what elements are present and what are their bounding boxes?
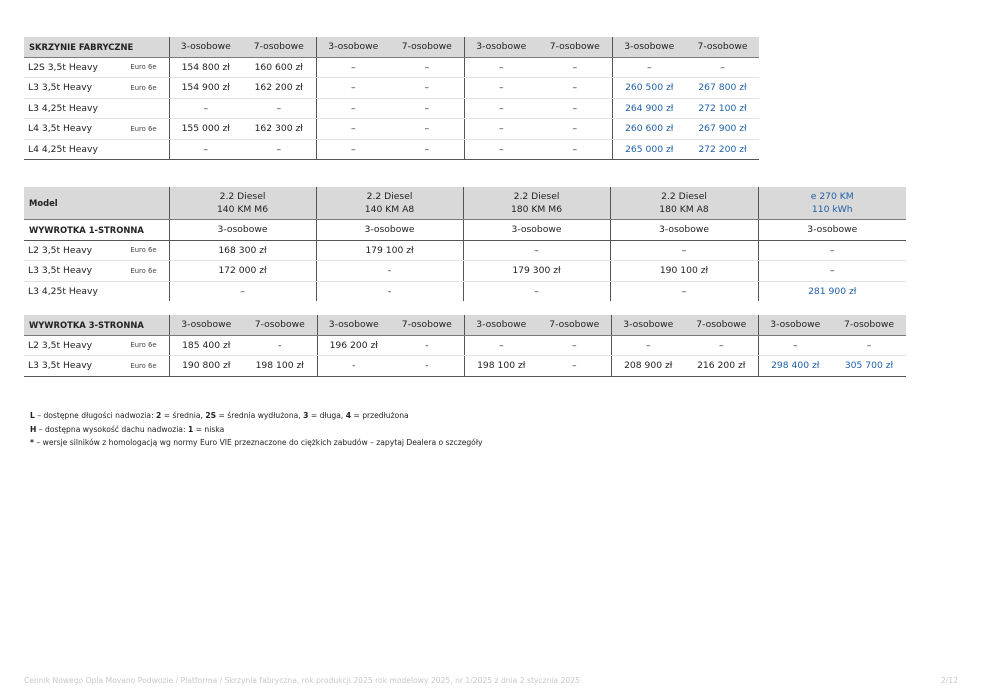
price-cell: –	[610, 240, 758, 261]
table-row	[24, 98, 759, 119]
column-header: 7-osobowe	[243, 315, 317, 335]
price-cell: –	[169, 139, 242, 160]
column-header: 3-osobowe	[169, 37, 242, 57]
row-label	[24, 98, 169, 119]
euro-norm: Euro 6e	[130, 361, 157, 370]
euro-norm: Euro 6e	[130, 63, 157, 72]
price-cell: –	[464, 119, 538, 140]
price-cell: 172 000 zł	[169, 261, 316, 282]
price-cell: 265 000 zł	[612, 139, 686, 160]
column-header: 3-osobowe	[758, 220, 906, 241]
price-cell: –	[242, 98, 316, 119]
price-cell: -	[316, 281, 463, 301]
price-cell: 154 800 zł	[169, 57, 242, 78]
table-row	[24, 119, 759, 140]
price-cell: –	[832, 335, 906, 356]
price-cell: –	[316, 57, 390, 78]
column-header: 3-osobowe	[169, 315, 243, 335]
price-cell: 216 200 zł	[685, 356, 758, 377]
price-cell: –	[686, 57, 759, 78]
table-row	[24, 240, 906, 261]
engine-header-electric	[758, 187, 906, 220]
table-wywrotka-1-stronna	[24, 187, 906, 301]
column-header: 3-osobowe	[464, 315, 538, 335]
section-header-row	[24, 220, 906, 241]
column-header: 3-osobowe	[758, 315, 832, 335]
price-cell: –	[610, 281, 758, 301]
price-cell: –	[169, 98, 242, 119]
price-cell: 190 800 zł	[169, 356, 243, 377]
row-label	[24, 281, 169, 301]
engine-line2: 180 KM A8	[659, 204, 709, 215]
price-cell: –	[538, 119, 612, 140]
column-header: 7-osobowe	[832, 315, 906, 335]
table-title: WYWROTKA 3-STRONNA	[24, 315, 169, 335]
table-row	[24, 356, 906, 377]
price-cell: 160 600 zł	[242, 57, 316, 78]
column-header: 7-osobowe	[686, 37, 759, 57]
price-cell: 198 100 zł	[243, 356, 317, 377]
model-name: L3 4,25t Heavy	[28, 102, 98, 114]
price-cell: 267 800 zł	[686, 78, 759, 99]
page-number: 2/12	[941, 676, 959, 685]
price-cell: 260 600 zł	[612, 119, 686, 140]
row-label	[24, 335, 169, 356]
table-title: SKRZYNIE FABRYCZNE	[24, 37, 169, 57]
price-cell: –	[463, 240, 610, 261]
price-cell: –	[611, 335, 685, 356]
price-cell: –	[390, 57, 464, 78]
model-name: L4 3,5t Heavy	[28, 123, 93, 135]
price-cell: 260 500 zł	[612, 78, 686, 99]
price-cell: 190 100 zł	[610, 261, 758, 282]
euro-norm: Euro 6e	[130, 83, 157, 92]
price-cell: 196 200 zł	[317, 335, 390, 356]
price-cell: 179 300 zł	[463, 261, 610, 282]
price-cell: -	[243, 335, 317, 356]
price-cell: –	[316, 98, 390, 119]
price-cell: –	[316, 78, 390, 99]
price-cell: –	[612, 57, 686, 78]
engine-line2: 110 kWh	[811, 204, 853, 215]
model-label: Model	[24, 187, 169, 220]
footnotes	[30, 409, 482, 450]
price-cell: 155 000 zł	[169, 119, 242, 140]
euro-norm: Euro 6e	[130, 246, 157, 255]
note-engine: * – wersje silników z homologacją wg normy Euro VIE przeznaczone do ciężkich zabudów – zapytaj Dealera o szczegóły	[30, 438, 483, 447]
column-header: 3-osobowe	[316, 37, 390, 57]
price-cell: –	[464, 57, 538, 78]
model-name: L3 4,25t Heavy	[28, 285, 98, 297]
price-cell: 298 400 zł	[758, 356, 832, 377]
column-header: 3-osobowe	[463, 220, 610, 241]
euro-norm: Euro 6e	[130, 124, 157, 133]
price-cell: –	[316, 139, 390, 160]
column-header: 7-osobowe	[538, 37, 612, 57]
price-cell: –	[758, 240, 906, 261]
price-cell: –	[390, 139, 464, 160]
table-header-row	[24, 315, 906, 335]
table-skrzynie-fabryczne	[24, 37, 759, 160]
model-name: L3 3,5t Heavy	[28, 82, 93, 94]
column-header: 7-osobowe	[390, 37, 464, 57]
model-name: L2S 3,5t Heavy	[28, 61, 98, 73]
price-cell: –	[464, 98, 538, 119]
price-cell: –	[538, 356, 611, 377]
engine-header	[169, 187, 316, 220]
price-cell: –	[464, 78, 538, 99]
column-header: 3-osobowe	[316, 220, 463, 241]
column-header: 3-osobowe	[169, 220, 316, 241]
column-header: 3-osobowe	[612, 37, 686, 57]
engine-line2: 140 KM A8	[364, 204, 415, 215]
row-label	[24, 119, 169, 140]
price-cell: 162 300 zł	[242, 119, 316, 140]
engine-line2: 180 KM M6	[510, 204, 563, 215]
engine-line1: 2.2 Diesel	[366, 191, 413, 202]
price-cell: 154 900 zł	[169, 78, 242, 99]
price-cell: –	[538, 57, 612, 78]
model-name: L2 3,5t Heavy	[28, 244, 93, 256]
engine-header	[463, 187, 610, 220]
price-cell: -	[390, 356, 464, 377]
model-name: L3 3,5t Heavy	[28, 265, 93, 277]
row-label	[24, 261, 169, 282]
column-header: 7-osobowe	[242, 37, 316, 57]
price-cell: -	[317, 356, 390, 377]
engine-header	[316, 187, 463, 220]
column-header: 7-osobowe	[390, 315, 464, 335]
price-cell: –	[538, 139, 612, 160]
price-cell: –	[463, 281, 610, 301]
engine-line1: e 270 KM	[810, 191, 854, 202]
price-cell: –	[464, 335, 538, 356]
section-title: WYWROTKA 1-STRONNA	[24, 220, 169, 241]
price-cell: –	[390, 119, 464, 140]
note-length: L – dostępne długości nadwozia: 2 = średnia, 2S = średnia wydłużona, 3 = długa, 4 = przedłużona	[30, 411, 409, 420]
price-cell: 264 900 zł	[612, 98, 686, 119]
price-cell: –	[316, 119, 390, 140]
row-label	[24, 356, 169, 377]
row-label	[24, 78, 169, 99]
engine-line1: 2.2 Diesel	[513, 191, 560, 202]
price-cell: –	[758, 335, 832, 356]
row-label	[24, 57, 169, 78]
note-height: H – dostępna wysokość dachu nadwozia: 1 = niska	[30, 424, 225, 434]
model-name: L2 3,5t Heavy	[28, 339, 93, 351]
price-cell: –	[242, 139, 316, 160]
price-cell: –	[390, 98, 464, 119]
engine-header-row	[24, 187, 906, 220]
table-row	[24, 281, 906, 301]
table-row	[24, 78, 759, 99]
column-header: 3-osobowe	[610, 220, 758, 241]
model-name: L4 4,25t Heavy	[28, 143, 98, 155]
price-cell: –	[390, 78, 464, 99]
model-name: L3 3,5t Heavy	[28, 360, 93, 372]
price-cell: 179 100 zł	[316, 240, 463, 261]
footer-text: Cennik Nowego Opla Movano Podwozie / Platforma / Skrzynia fabryczna, rok produkcji 2025 rok modelowy 2025, nr 1/2025 z dnia 2 stycznia 2025	[24, 676, 580, 685]
price-cell: 168 300 zł	[169, 240, 316, 261]
engine-line1: 2.2 Diesel	[219, 191, 266, 202]
euro-norm: Euro 6e	[130, 341, 157, 350]
price-cell: 267 900 zł	[686, 119, 759, 140]
table-row	[24, 335, 906, 356]
euro-norm: Euro 6e	[130, 266, 157, 275]
price-cell: 185 400 zł	[169, 335, 243, 356]
price-cell: –	[538, 98, 612, 119]
row-label	[24, 139, 169, 160]
price-cell: –	[685, 335, 758, 356]
column-header: 3-osobowe	[317, 315, 390, 335]
engine-header	[610, 187, 758, 220]
price-cell: –	[169, 281, 316, 301]
price-cell: 208 900 zł	[611, 356, 685, 377]
price-cell: 305 700 zł	[832, 356, 906, 377]
column-header: 3-osobowe	[464, 37, 538, 57]
price-cell: –	[758, 261, 906, 282]
table-row	[24, 57, 759, 78]
price-cell: –	[538, 335, 611, 356]
price-cell: –	[538, 78, 612, 99]
engine-line1: 2.2 Diesel	[661, 191, 707, 202]
table-header-row	[24, 37, 759, 57]
price-cell: –	[464, 139, 538, 160]
price-cell: 162 200 zł	[242, 78, 316, 99]
price-cell: 281 900 zł	[758, 281, 906, 301]
price-cell: 272 200 zł	[686, 139, 759, 160]
price-cell: -	[316, 261, 463, 282]
price-cell: 198 100 zł	[464, 356, 538, 377]
price-cell: -	[390, 335, 464, 356]
table-wywrotka-3-stronna	[24, 315, 906, 377]
table-row	[24, 139, 759, 160]
column-header: 7-osobowe	[538, 315, 611, 335]
price-cell: 272 100 zł	[686, 98, 759, 119]
table-row	[24, 261, 906, 282]
column-header: 3-osobowe	[611, 315, 685, 335]
engine-line2: 140 KM M6	[216, 204, 269, 215]
row-label	[24, 240, 169, 261]
column-header: 7-osobowe	[685, 315, 758, 335]
